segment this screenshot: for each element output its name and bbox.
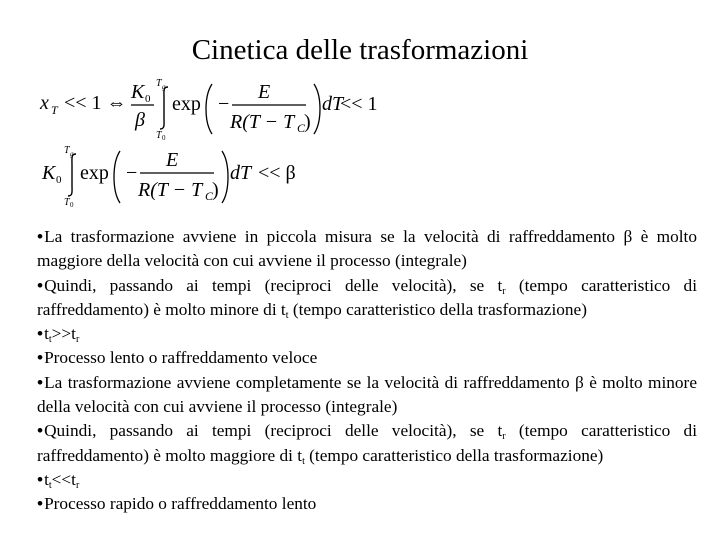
bullet-marker: • bbox=[37, 372, 44, 392]
eq1-lhs-sub: T bbox=[51, 103, 58, 117]
subscript: t bbox=[48, 479, 52, 491]
bullet-text: La trasformazione avviene in piccola misura se la velocità di raffreddamento β è molto maggiore della velocità con cui avviene il processo (integrale) bbox=[37, 227, 697, 271]
bullet-marker: • bbox=[37, 324, 44, 344]
bullet-text: t bbox=[44, 324, 49, 344]
subscript: t bbox=[285, 309, 289, 321]
subscript: r bbox=[75, 334, 80, 346]
bullet-text: (tempo caratteristico di raffreddamento) è molto minore di t bbox=[37, 275, 697, 319]
eq1-denominator: R(T − T bbox=[230, 111, 295, 133]
bullet-text: <<t bbox=[51, 469, 76, 489]
bullet-paragraph bbox=[37, 346, 697, 370]
bullet-list bbox=[37, 225, 697, 517]
eq2-lower-sub: 0 bbox=[70, 201, 74, 209]
bullet-text: Quindi, passando ai tempi (reciproci delle velocità), se t bbox=[44, 275, 503, 295]
bullet-text: Quindi, passando ai tempi (reciproci delle velocità), se t bbox=[44, 421, 503, 441]
subscript: r bbox=[502, 431, 506, 443]
bullet-text: (tempo caratteristico della trasformazione) bbox=[288, 299, 587, 319]
bullet-text: >>t bbox=[51, 324, 76, 344]
bullet-text: Processo lento o raffreddamento veloce bbox=[44, 348, 318, 368]
eq2-denominator-sub: C bbox=[205, 189, 214, 203]
eq1-lower: T bbox=[156, 130, 162, 141]
bullet-marker: • bbox=[37, 494, 44, 514]
eq2-exp: exp bbox=[80, 162, 109, 184]
eq1-E: E bbox=[258, 81, 271, 103]
eq1-rel: << 1 ⇔ bbox=[64, 92, 127, 114]
eq2-upper-sub: g bbox=[70, 150, 74, 158]
equation-condition-cooling-rate bbox=[40, 145, 300, 209]
eq1-K-sub: 0 bbox=[145, 93, 151, 105]
bullet-text: Processo rapido o raffreddamento lento bbox=[44, 494, 317, 514]
bullet-marker: • bbox=[37, 275, 44, 295]
bullet-paragraph bbox=[37, 225, 697, 274]
bullet-paragraph bbox=[37, 274, 697, 323]
eq1-upper: T bbox=[156, 78, 162, 89]
eq1-exp: exp bbox=[172, 93, 201, 115]
eq1-denominator-end: ) bbox=[304, 111, 311, 133]
eq1-rhs: << 1 bbox=[340, 93, 378, 115]
eq2-K: K bbox=[42, 162, 56, 184]
eq2-lower: T bbox=[64, 197, 70, 208]
eq2-upper: T bbox=[64, 145, 70, 156]
eq1-upper-sub: g bbox=[162, 83, 166, 91]
eq1-beta: β bbox=[135, 109, 145, 131]
eq2-denominator: R(T − T bbox=[138, 179, 203, 201]
subscript: t bbox=[48, 334, 52, 346]
eq2-K-sub: 0 bbox=[56, 174, 62, 186]
slide-title: Cinetica delle trasformazioni bbox=[191, 34, 529, 66]
bullet-paragraph bbox=[37, 371, 697, 420]
eq1-integral-sign bbox=[160, 87, 168, 129]
bullet-marker: • bbox=[37, 469, 44, 489]
bullet-marker: • bbox=[37, 421, 44, 441]
eq2-integral-sign bbox=[68, 154, 76, 196]
bullet-paragraph bbox=[37, 419, 697, 468]
bullet-paragraph bbox=[37, 322, 697, 346]
eq1-lhs: x bbox=[40, 92, 49, 114]
subscript: r bbox=[502, 285, 506, 297]
bullet-text: (tempo caratteristico di raffreddamento) è molto maggiore di t bbox=[37, 421, 697, 465]
eq1-dT: dT bbox=[322, 93, 344, 115]
eq2-denominator-end: ) bbox=[212, 179, 219, 201]
bullet-paragraph bbox=[37, 468, 697, 492]
eq1-denominator-sub: C bbox=[297, 121, 306, 135]
bullet-paragraph bbox=[37, 492, 697, 516]
bullet-marker: • bbox=[37, 227, 44, 246]
eq2-rhs: << β bbox=[258, 162, 296, 184]
subscript: t bbox=[302, 455, 305, 467]
eq1-lower-sub: 0 bbox=[162, 134, 166, 142]
eq2-minus: − bbox=[126, 162, 138, 184]
eq2-E: E bbox=[166, 149, 179, 171]
eq1-K: K bbox=[131, 81, 145, 103]
bullet-text: La trasformazione avviene completamente se la velocità di raffreddamento β è molto minore della velocità con cui avviene il processo (integrale) bbox=[37, 372, 697, 417]
eq2-dT: dT bbox=[230, 162, 252, 184]
bullet-marker: • bbox=[37, 348, 44, 368]
bullet-text: (tempo caratteristico della trasformazione) bbox=[304, 445, 604, 465]
eq1-minus: − bbox=[218, 93, 230, 115]
bullet-text: t bbox=[44, 469, 49, 489]
subscript: r bbox=[75, 479, 80, 491]
equation-condition-small-transformation bbox=[40, 78, 380, 142]
